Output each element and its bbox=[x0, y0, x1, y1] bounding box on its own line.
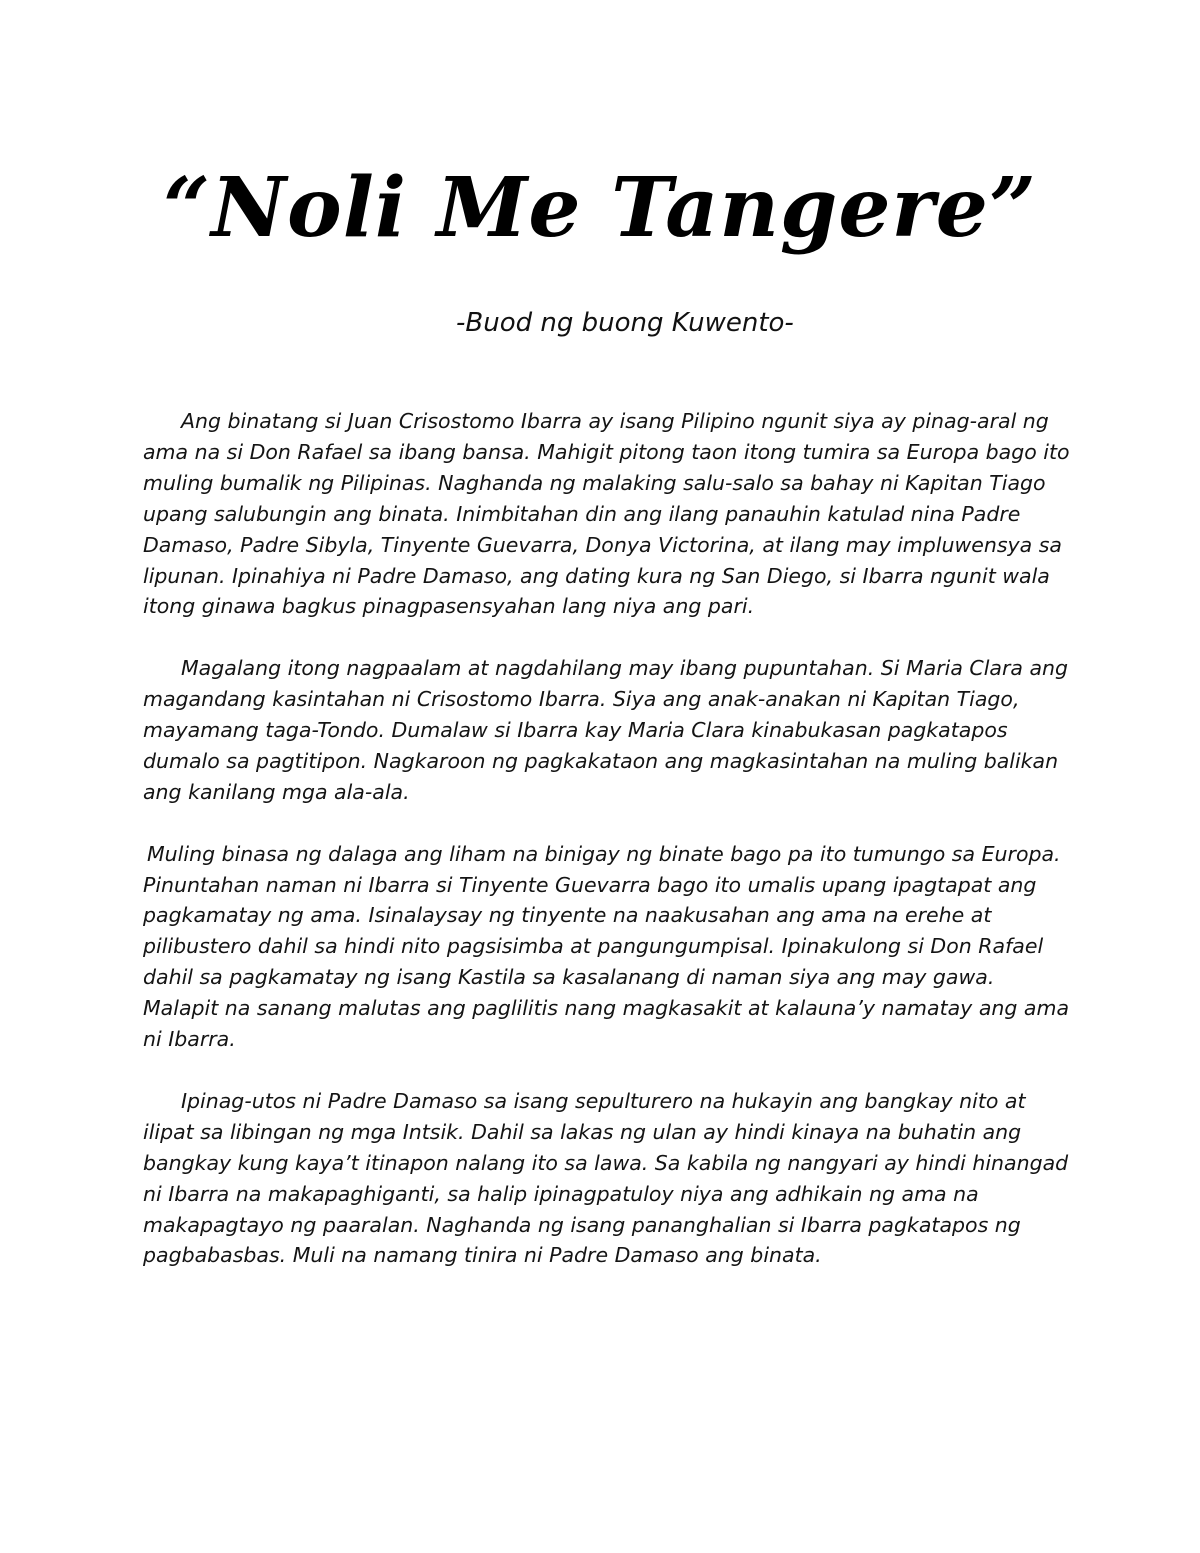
paragraph-3: Muling binasa ng dalaga ang liham na binigay ng binate bago pa ito tumungo sa Europa. Pinuntahan naman ni Ibarra si Tinyente Guevarra bago ito umalis upang ipagtapat ang pagkamatay ng ama. Isinalaysay ng tinyente na naakusahan ang ama na erehe at pilibustero dahil sa hindi nito pagsisimba at pangungumpisal. Ipinakulong si Don Rafael dahil sa pagkamatay ng isang Kastila sa kasalanang di naman siya ang may gawa. Malapit na sanang malutas ang paglilitis nang magkasakit at kalauna’y namatay ang ama ni Ibarra. bbox=[143, 841, 1070, 1052]
paragraph-1: Ang binatang si Juan Crisostomo Ibarra ay isang Pilipino ngunit siya ay pinag-aral ng ama na si Don Rafael sa ibang bansa. Mahigit pitong taon itong tumira sa Europa bago ito muling bumalik ng Pilipinas. Naghanda ng malaking salu-salo sa bahay ni Kapitan Tiago upang salubungin ang binata. Inimbitahan din ang ilang panauhin katulad nina Padre Damaso, Padre Sibyla, Tinyente Guevarra, Donya Victorina, at ilang may impluwensya sa lipunan. Ipinahiya ni Padre Damaso, ang dating kura ng San Diego, si Ibarra ngunit wala itong ginawa bagkus pinagpasensyahan lang niya ang pari. bbox=[143, 409, 1070, 619]
paragraph-4: Ipinag-utos ni Padre Damaso sa isang sepulturero na hukayin ang bangkay nito at ilipat sa libingan ng mga Intsik. Dahil sa lakas ng ulan ay hindi kinaya na buhatin ang bangkay kung kaya’t itinapon nalang ito sa lawa. Sa kabila ng nangyari ay hindi hinangad ni Ibarra na makapaghiganti, sa halip ipinagpatuloy niya ang adhikain ng ama na makapagtayo ng paaralan. Naghanda ng isang pananghalian si Ibarra pagkatapos ng pagbabasbas. Muli na namang tinira ni Padre Damaso ang binata. bbox=[143, 1088, 1069, 1268]
document-body bbox=[143, 406, 1073, 1302]
document-subtitle: -Buod ng buong Kuwento- bbox=[456, 308, 794, 338]
paragraph-2: Magalang itong nagpaalam at nagdahilang may ibang pupuntahan. Si Maria Clara ang magandang kasintahan ni Crisostomo Ibarra. Siya ang anak-anakan ni Kapitan Tiago, mayamang taga-Tondo. Dumalaw si Ibarra kay Maria Clara kinabukasan pagkatapos dumalo sa pagtitipon. Nagkaroon ng pagkakataon ang magkasintahan na muling balikan ang kanilang mga ala-ala. bbox=[143, 656, 1069, 804]
document-title: “Noli Me Tangere” bbox=[162, 160, 1038, 256]
